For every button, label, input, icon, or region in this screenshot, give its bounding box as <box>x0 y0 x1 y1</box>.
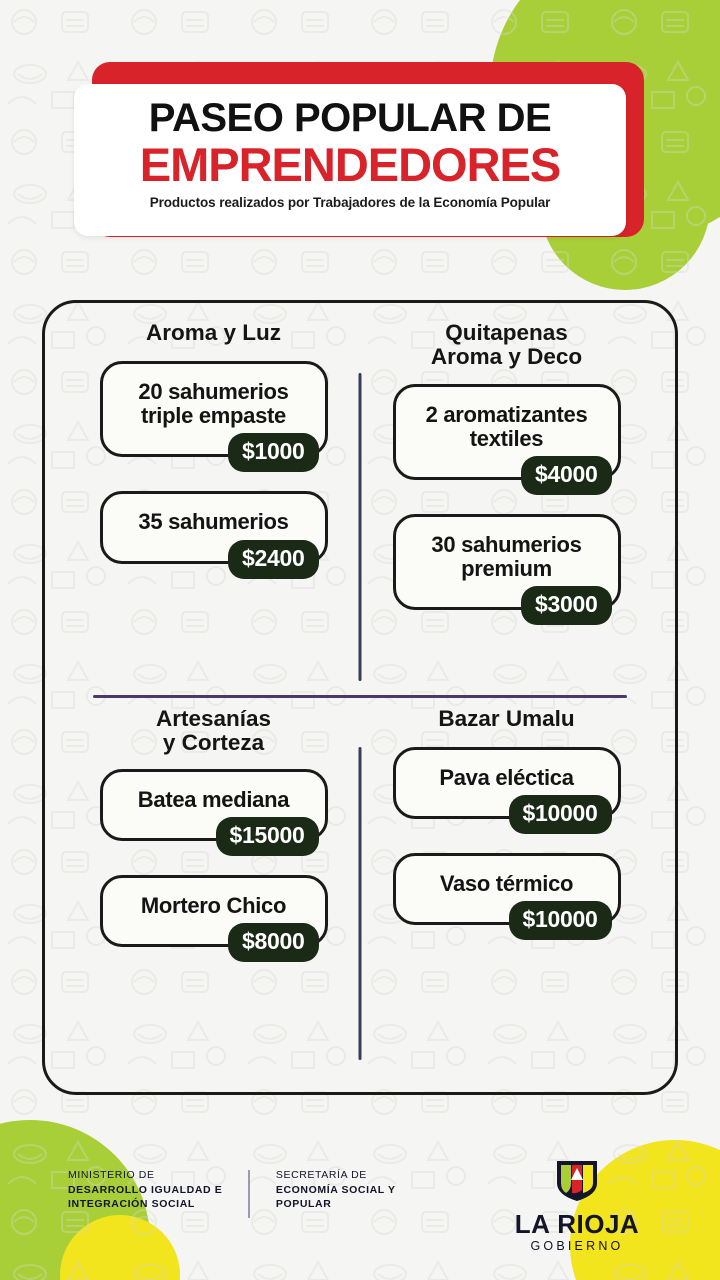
product-label: 35 sahumerios <box>138 509 289 535</box>
product-price: $2400 <box>228 540 318 579</box>
footer-secretary-line-3: POPULAR <box>275 1198 332 1211</box>
brand-subtitle: GOBIERNO <box>530 1239 624 1253</box>
seller-name-artesanias <box>156 707 271 756</box>
seller-name-quitapenas <box>431 321 582 370</box>
brand-name: LA RIOJA <box>514 1209 640 1239</box>
footer-ministry-line-1: MINISTERIO DE <box>68 1169 155 1181</box>
product-card[interactable] <box>100 491 328 571</box>
product-card[interactable] <box>100 769 328 849</box>
footer-secretary <box>276 1168 396 1212</box>
product-card[interactable] <box>100 361 328 465</box>
products-row-bottom <box>67 695 653 1075</box>
horizontal-divider <box>93 695 627 698</box>
footer-ministry-line-3: INTEGRACIÓN SOCIAL <box>68 1198 195 1211</box>
product-label: Vaso térmico <box>439 870 574 896</box>
seller-column-bazar-umalu <box>360 707 653 1075</box>
seller-name-bazar-umalu: Bazar Umalu <box>438 705 575 731</box>
product-card[interactable] <box>393 853 621 932</box>
product-card[interactable] <box>393 514 621 618</box>
seller-name-line-2: Aroma y Deco <box>430 344 583 370</box>
product-card[interactable] <box>100 875 328 955</box>
footer-secretary-line-1: SECRETARÍA DE <box>275 1169 367 1181</box>
seller-column-artesanias <box>67 707 360 1075</box>
seller-column-quitapenas <box>360 321 653 689</box>
footer-ministry <box>68 1168 222 1212</box>
seller-name-aroma-y-luz: Aroma y Luz <box>145 320 282 345</box>
product-label: Batea mediana <box>137 787 290 813</box>
product-label: Pava eléctica <box>439 764 574 790</box>
page-title-line-2: EMPRENDEDORES <box>139 137 561 191</box>
footer-text-blocks <box>68 1168 396 1218</box>
product-label: Mortero Chico <box>140 893 287 919</box>
page-title-line-1: PASEO POPULAR DE <box>148 96 552 140</box>
seller-name-line-2: y Corteza <box>162 729 265 755</box>
page-subtitle: Productos realizados por Trabajadores de la Economía Popular <box>149 194 551 210</box>
products-row-top <box>67 321 653 695</box>
product-label: 30 sahumerios premium <box>431 531 582 582</box>
footer-ministry-line-2: DESARROLLO IGUALDAD E <box>68 1183 223 1196</box>
products-panel <box>42 300 678 1095</box>
header-banner <box>74 62 644 247</box>
product-price: $8000 <box>228 923 318 962</box>
vertical-divider-top <box>359 373 362 681</box>
product-price: $10000 <box>509 901 612 940</box>
header-white-card <box>74 84 626 236</box>
government-brand <box>492 1158 662 1253</box>
product-price: $4000 <box>521 456 611 495</box>
product-price: $10000 <box>509 795 612 834</box>
product-label: 20 sahumerios triple empaste <box>138 379 289 429</box>
product-card[interactable] <box>393 384 621 487</box>
product-price: $15000 <box>216 817 319 856</box>
seller-column-aroma-y-luz <box>67 321 360 689</box>
seller-name-line-1: Artesanías <box>155 705 272 731</box>
product-card[interactable] <box>393 747 621 826</box>
footer <box>0 1154 720 1253</box>
product-price: $1000 <box>228 433 318 472</box>
footer-secretary-line-2: ECONOMÍA SOCIAL Y <box>275 1183 396 1196</box>
seller-name-line-1: Quitapenas <box>445 320 568 345</box>
product-label: 2 aromatizantes textiles <box>425 401 588 451</box>
la-rioja-shield-icon <box>554 1158 600 1202</box>
footer-divider <box>248 1170 250 1218</box>
product-price: $3000 <box>521 586 611 625</box>
vertical-divider-bottom <box>359 747 362 1061</box>
